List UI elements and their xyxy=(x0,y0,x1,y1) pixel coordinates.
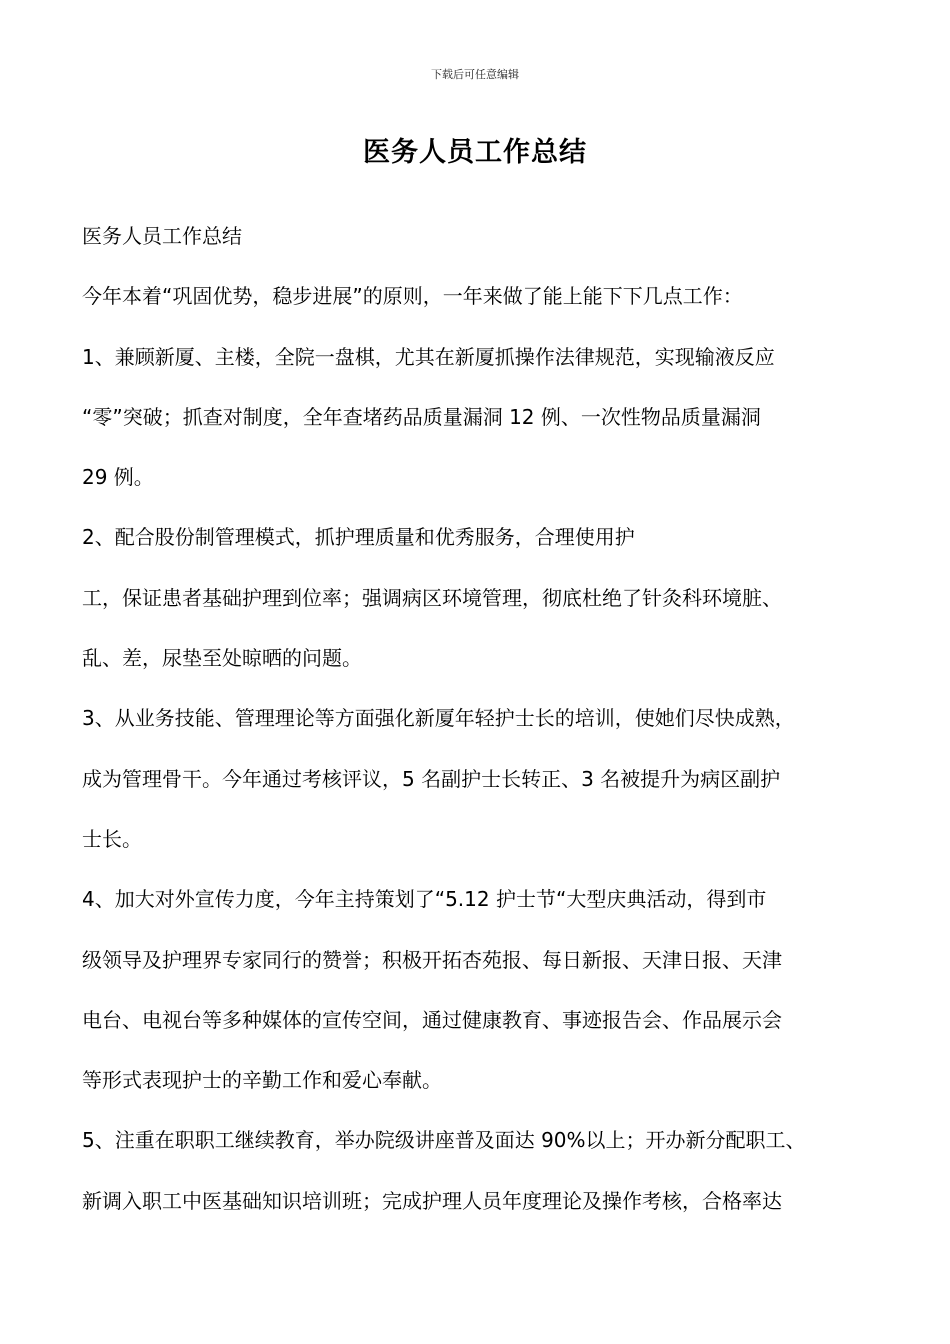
body-line: 级领导及护理界专家同行的赞誉；积极开拓杏苑报、每日新报、天津日报、天津 xyxy=(82,947,782,972)
body-line: 4、加大对外宣传力度，今年主持策划了“5.12 护士节“大型庆典活动，得到市 xyxy=(82,887,767,912)
document-body xyxy=(82,218,882,1243)
document-title: 医务人员工作总结 xyxy=(363,137,587,168)
body-line: 电台、电视台等多种媒体的宣传空间，通过健康教育、事迹报告会、作品展示会 xyxy=(82,1007,782,1032)
body-line: 等形式表现护士的辛勤工作和爱心奉献。 xyxy=(82,1068,442,1093)
body-line: 成为管理骨干。今年通过考核评议，5 名副护士长转正、3 名被提升为病区副护 xyxy=(82,766,781,791)
header-note: 下载后可任意编辑 xyxy=(431,68,519,81)
body-line: 新调入职工中医基础知识培训班；完成护理人员年度理论及操作考核，合格率达 xyxy=(82,1188,782,1213)
body-line: 1、兼顾新厦、主楼，全院一盘棋，尤其在新厦抓操作法律规范，实现输液反应 xyxy=(82,344,775,369)
body-line: 3、从业务技能、管理理论等方面强化新厦年轻护士长的培训，使她们尽快成熟， xyxy=(82,706,795,731)
body-line: 29 例。 xyxy=(82,465,154,490)
body-line: 2、配合股份制管理模式，抓护理质量和优秀服务，合理使用护 xyxy=(82,525,635,550)
body-line: 今年本着“巩固优势，稳步进展”的原则，一年来做了能上能下下几点工作： xyxy=(82,284,743,309)
body-line: 士长。 xyxy=(82,826,142,851)
body-line: 5、注重在职职工继续教育，举办院级讲座普及面达 90%以上；开办新分配职工、 xyxy=(82,1128,806,1153)
body-line: 乱、差，尿垫至处晾晒的问题。 xyxy=(82,646,362,671)
body-line: “零”突破；抓查对制度，全年查堵药品质量漏洞 12 例、一次性物品质量漏洞 xyxy=(82,404,761,429)
body-line: 工，保证患者基础护理到位率；强调病区环境管理，彻底杜绝了针灸科环境脏、 xyxy=(82,585,782,610)
body-line: 医务人员工作总结 xyxy=(82,224,242,248)
